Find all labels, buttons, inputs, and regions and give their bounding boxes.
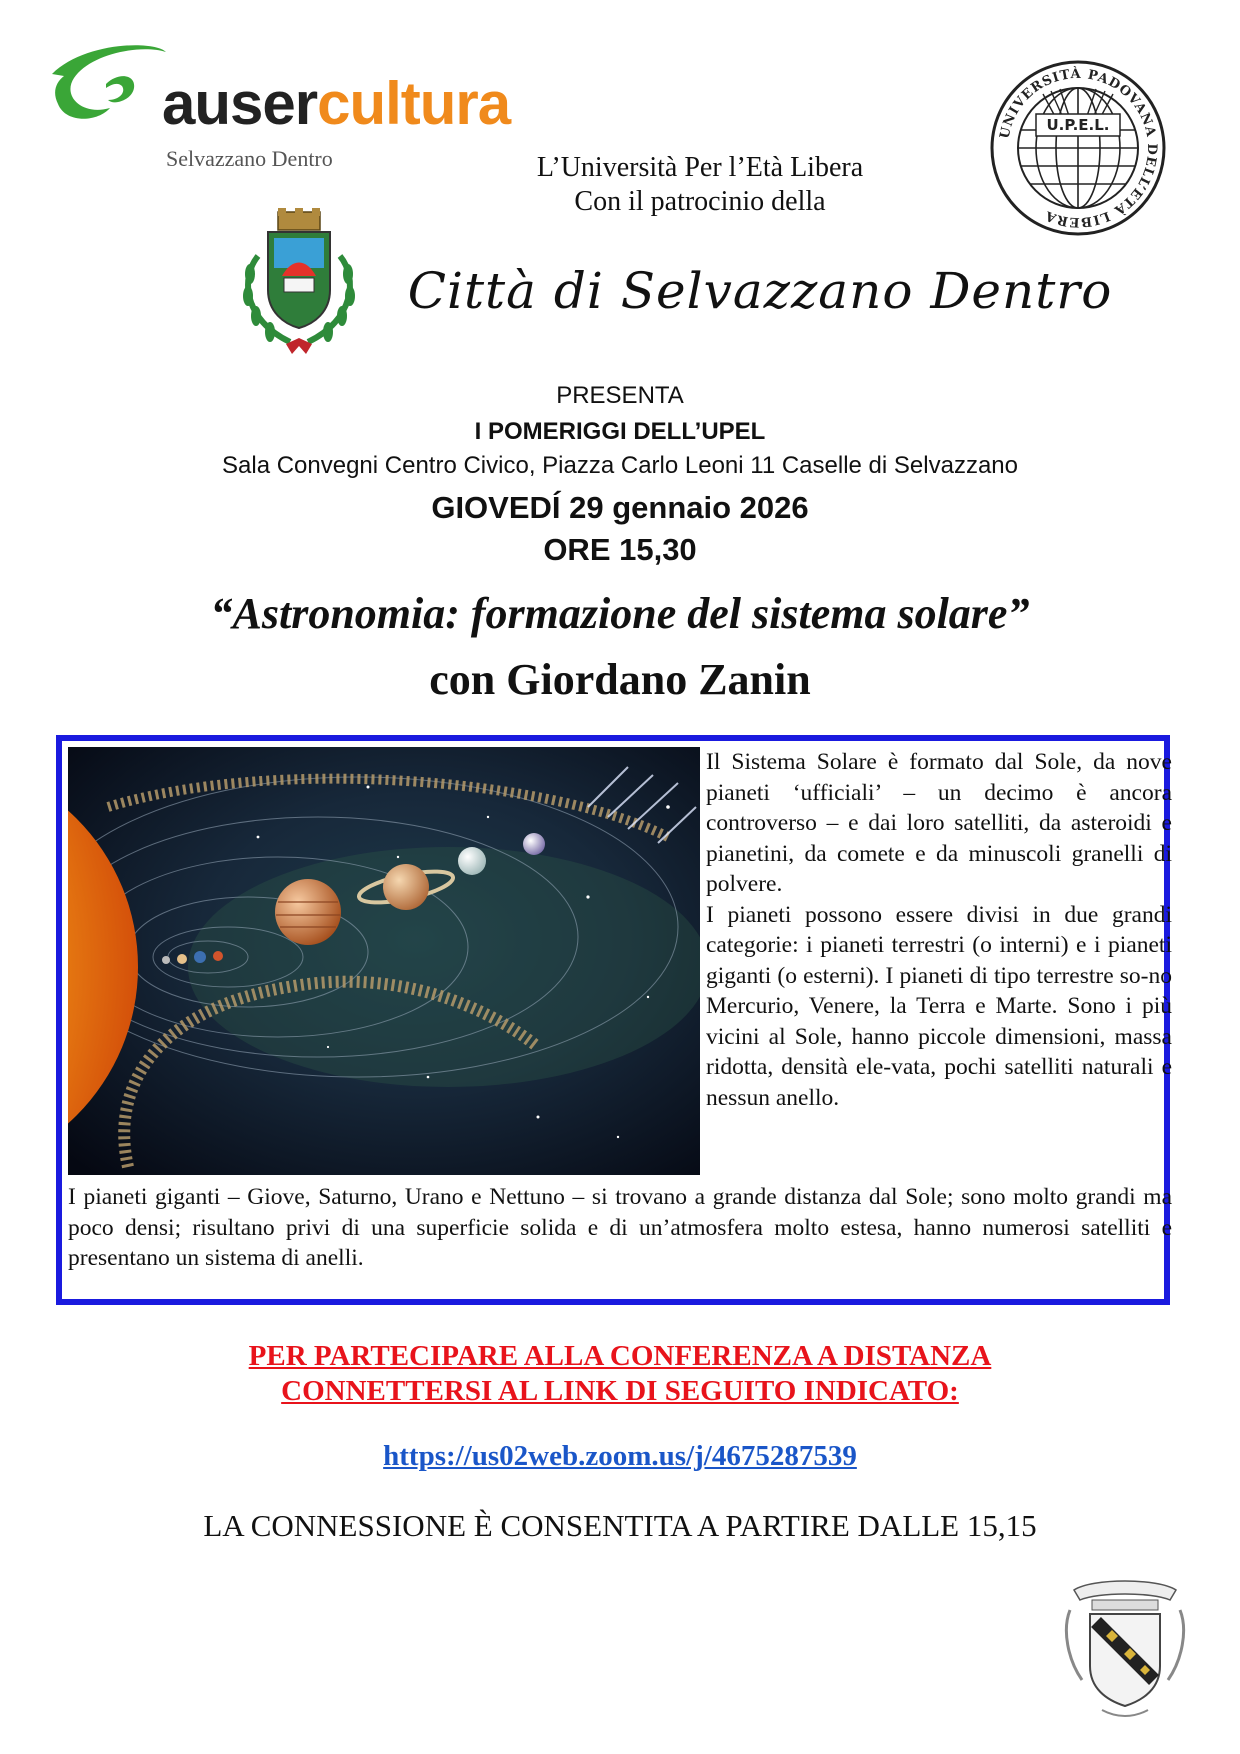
svg-text:UNIVERSITÀ PADOVANA DELL’ETÀ L: UNIVERSITÀ PADOVANA DELL’ETÀ LIBERA (997, 66, 1160, 230)
article-paragraph-2: I pianeti possono essere divisi in due grandi categorie: i pianeti terrestri (o interni) e i pianeti giganti (o esterni). I pianeti di tipo terrestre so-no Mercurio, Venere, la Terra e Marte. Sono i più vicini al Sole, hanno piccole dimensioni, massa ridotta, densità ele-vata, pochi satelliti naturali e nessun anello. (706, 901, 1172, 1111)
municipal-coat-of-arms (234, 208, 364, 358)
emblem-icon (1062, 1570, 1188, 1720)
venue: Sala Convegni Centro Civico, Piazza Carlo Leoni 11 Caselle di Selvazzano (222, 452, 1018, 479)
upel-seal (988, 58, 1168, 238)
article-paragraph-3: I pianeti giganti – Giove, Saturno, Urano e Nettuno – si trovano a grande distanza dal Sole; sono molto grandi ma poco densi; risultano privi di una superficie solida e di un’atmosfera molto estesa, hanno numerosi satelliti e presentano un sistema di anelli. (68, 1184, 1172, 1271)
zoom-link[interactable]: https://us02web.zoom.us/j/4675287539 (383, 1440, 857, 1472)
selvazzano-emblem (1062, 1570, 1188, 1720)
patronage-line: Con il patrocinio della (574, 186, 826, 217)
logo-location: Selvazzano Dentro (166, 146, 333, 171)
swoosh-icon (44, 44, 174, 134)
article-paragraph-1: Il Sistema Solare è formato dal Sole, da nove pianeti ‘ufficiali’ – un decimo è ancora controverso – e dai loro satelliti, da asteroidi e pianetini, da comete e da minuscoli granelli di polvere. (706, 749, 1172, 897)
article-right-column (706, 747, 1172, 1113)
connection-note: LA CONNESSIONE È CONSENTITA A PARTIRE DALLE 15,15 (203, 1508, 1037, 1543)
svg-text:U.P.E.L.: U.P.E.L. (1046, 116, 1110, 134)
presents-label: PRESENTA (556, 382, 684, 409)
coat-of-arms-icon (234, 208, 364, 358)
university-name: L’Università Per l’Età Libera (536, 152, 864, 183)
article-bottom (68, 1182, 1172, 1274)
event-time: ORE 15,30 (543, 532, 697, 567)
remote-notice-line-1: PER PARTECIPARE ALLA CONFERENZA A DISTANZA (248, 1340, 992, 1372)
solar-system-image (68, 747, 700, 1175)
logo-word-cultura: cultura (317, 70, 511, 137)
logo-word-auser: auser (162, 70, 318, 137)
globe-seal-icon (988, 58, 1168, 238)
solar-system-illustration (68, 747, 700, 1175)
series-title: I POMERIGGI DELL’UPEL (474, 418, 766, 445)
remote-notice-line-2: CONNETTERSI AL LINK DI SEGUITO INDICATO: (281, 1375, 959, 1407)
city-title: Città di Selvazzano Dentro (407, 262, 1113, 320)
event-date: GIOVEDÍ 29 gennaio 2026 (431, 490, 809, 525)
logo-wordmark (162, 70, 511, 137)
speaker: con Giordano Zanin (429, 655, 811, 704)
auser-cultura-logo (44, 44, 564, 171)
talk-title: “Astronomia: formazione del sistema solare” (210, 589, 1030, 638)
